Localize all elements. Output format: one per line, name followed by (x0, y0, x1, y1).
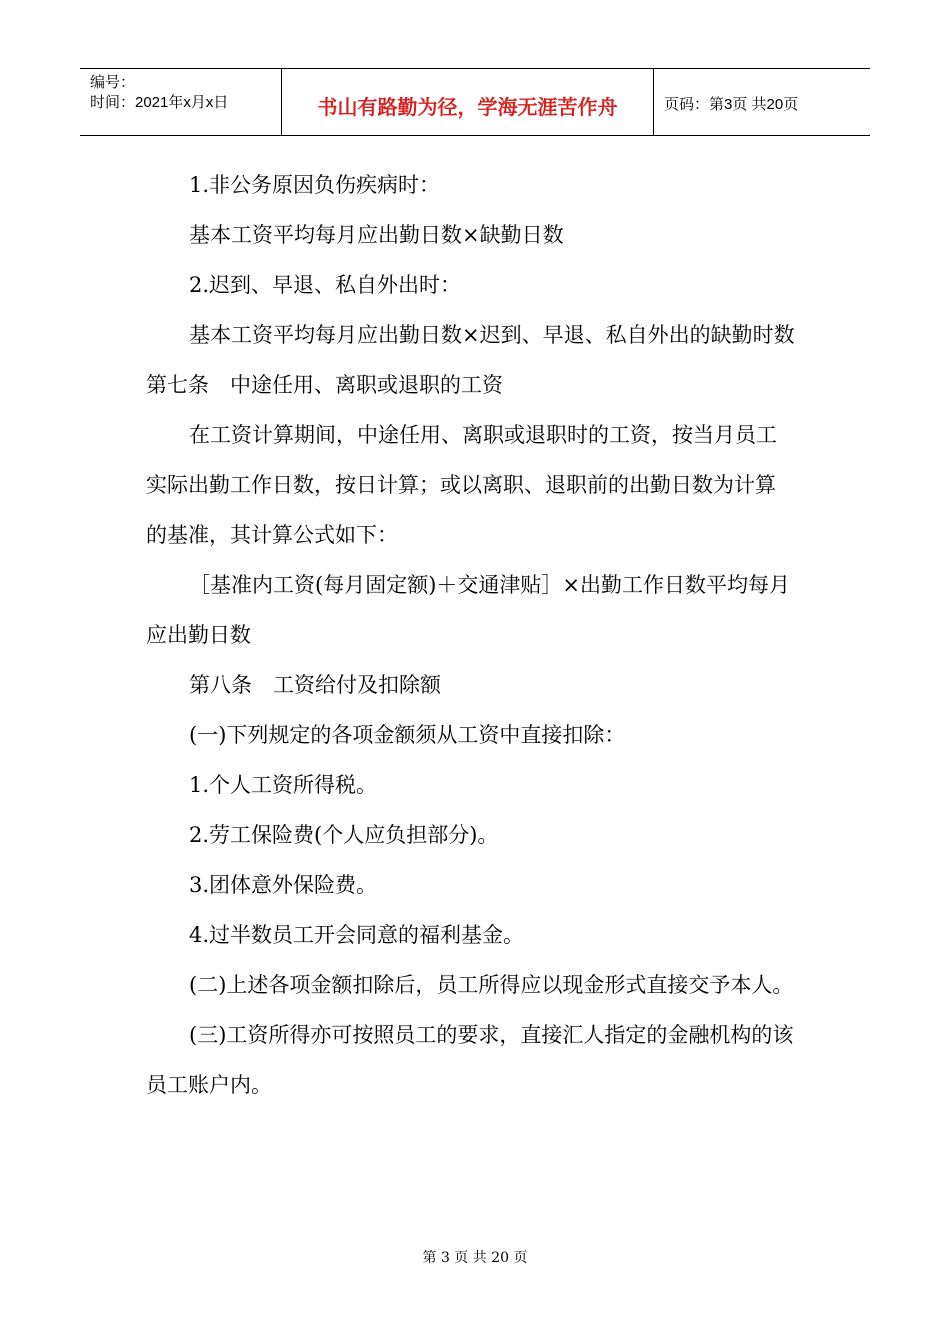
paragraph: 基本工资平均每月应出勤日数×缺勤日数 (189, 223, 564, 247)
time-label: 时间：2021年x月x日 (90, 94, 229, 111)
number-label: 编号： (90, 74, 136, 91)
paragraph: 基本工资平均每月应出勤日数×迟到、早退、私自外出的缺勤时数 (189, 323, 795, 347)
list-item: 3.团体意外保险费。 (189, 873, 378, 897)
page-info: 页码：第3页 共20页 (664, 96, 799, 113)
paragraph: 2.迟到、早退、私自外出时： (189, 273, 462, 297)
page-header (80, 68, 870, 136)
section-heading: 第七条 中途任用、离职或退职的工资 (146, 373, 503, 397)
document-body (146, 160, 796, 1110)
motto-text: 书山有路勤为径，学海无涯苦作舟 (317, 95, 618, 119)
list-item: 2.劳工保险费(个人应负担部分)。 (189, 823, 499, 847)
header-page-cell (654, 69, 870, 135)
header-motto-cell (282, 69, 654, 135)
paragraph: (三)工资所得亦可按照员工的要求，直接汇人指定的金融机构的该员工账户内。 (146, 1023, 794, 1097)
section-heading: 第八条 工资给付及扣除额 (189, 673, 441, 697)
list-item: 4.过半数员工开会同意的福利基金。 (189, 923, 525, 947)
page-footer: 第 3 页 共 20 页 (422, 1250, 528, 1266)
paragraph: ［基准内工资(每月固定额)＋交通津贴］×出勤工作日数平均每月应出勤日数 (146, 573, 790, 647)
paragraph: 在工资计算期间，中途任用、离职或退职时的工资，按当月员工实际出勤工作日数，按日计算；或以离职、退职前的出勤日数为计算的基准，其计算公式如下： (146, 423, 777, 547)
paragraph: (一)下列规定的各项金额须从工资中直接扣除： (189, 723, 626, 747)
paragraph: (二)上述各项金额扣除后，员工所得应以现金形式直接交予本人。 (189, 973, 794, 997)
paragraph: 1.非公务原因负伤疾病时： (189, 173, 441, 197)
header-meta-cell (80, 69, 282, 135)
list-item: 1.个人工资所得税。 (189, 773, 378, 797)
